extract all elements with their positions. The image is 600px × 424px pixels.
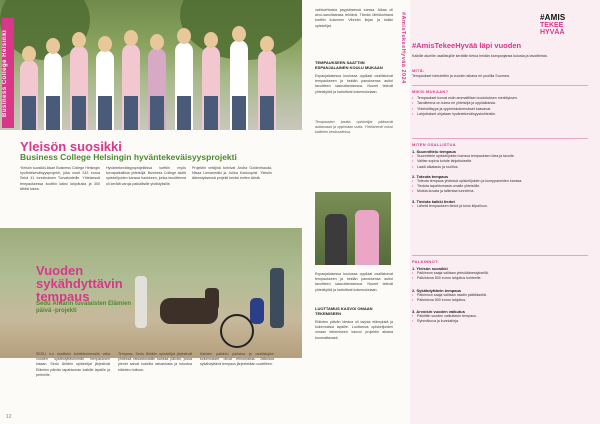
article1-col2: Hyväntekeväisyysprojektissa tuettiin myös turvapaikallisia yhteisöjä. Business College aloitti opiskelijoiden kanssa hankkeen, jonka tavoitteena oli kerätä varoja paikallisille yhdistyksille. (106, 166, 186, 186)
mita-text: Tempaukset toteutettiin ja vuoden aikana eri puolilla Suomea. (412, 74, 510, 78)
logo-line1: #AMIS (540, 13, 566, 22)
amis-logo (540, 13, 586, 39)
article2-col3: Kahden palkinto paristoa ja osallistujien kokemukset olivat erinomaisia. Jatkossa sykähdyttävä tempaus järjestetään uudelleen. (200, 352, 274, 367)
middle-quote: Tempausten kautta opiskelijat pääsevät auttamaan ja oppimaan uutta. Yhteishenki nousi kaikkien keskuudessa. (315, 120, 393, 135)
list-item: • Palkittiin vuoden vaikuttavin tempaus. (412, 314, 588, 319)
list-item: • Tempaukset tuovat esiin ammatillisen koulutuksen merkityksen. (412, 96, 588, 101)
list-item: • Tavoitteena on tukea eri yhteisöjä ja oppilaitoksia. (412, 101, 588, 106)
list-item: • Laadi aikataulu ja roolitus. (412, 165, 588, 170)
article2-title: Vuoden sykähdyttävin tempaus (36, 263, 123, 304)
list-item: • Toteuta tempaus yhdessä opiskelijoiden ja kumppaneiden kanssa. (412, 179, 588, 184)
miksi-list (412, 96, 588, 117)
list-item: • Lähetä tempauksen tiedot ja tulos kilpailuun. (412, 204, 588, 209)
info-title: #AmisTekeeHyvää läpi vuoden (412, 41, 522, 50)
list-item: • Palkintona 500 euron lahjoitus. (412, 298, 588, 303)
prize-title: 2. Sykähdyttävin tempaus (412, 287, 462, 293)
step-title: 3. Tiedota kaikki tiedot (412, 198, 455, 204)
article1-subtitle: Business College Helsingin hyväntekeväisyysprojekti (20, 152, 237, 162)
miksi-heading: MIKSI MUKAAN? (412, 89, 449, 94)
list-item: • Muista kuvata ja tallentaa tunnelma. (412, 189, 588, 194)
step-title: 1. Suunnittelu tempaus (412, 149, 457, 154)
article1-title: Yleisön suosikki (20, 139, 122, 154)
steps-list (412, 149, 588, 209)
middle-col-lower: Espanjalaisessa koulussa oppilaat osallistuivat tempaukseen ja heidän panoksensa auttoi tavoitteen saavuttamisessa. Nuoret tekivät yhteistyötä ja kartuttivat kokemuksiaan. (315, 272, 393, 292)
article1-col1: Yleisön suosikki-kisan Business College Helsingin hyväntekeväisyysprojekti, joka nosti 243 euroa Sekä 41 tonniiruksen Turvakodeille. Yhteisessä tempauksessa koottiin kaksi lahjoitusta ja 300 tähtiä tukea. (20, 166, 100, 191)
list-item: • Ryhmäkuva ja kunniakirja. (412, 319, 588, 324)
info-panel (410, 0, 600, 424)
middle-col-bottom: Eläinten päivän ideana oli tarjota elämyksiä ja kokemuksia lapsille. Luottamus opiskelijoiden omaan tekemiseen kasvoi projektin aikana huomattavasti. (315, 320, 393, 340)
list-item: • Tiedota tapahtumasta omalle yhteisölle. (412, 184, 588, 189)
middle-col-mid: Espanjalaisessa koulussa oppilaat osallistuivat tempaukseen ja heidän panoksensa auttoi tavoitteen saavuttamisessa. Nuoret tekivät yhteistyötä ja kartuttivat kokemuksiaan. (315, 74, 393, 94)
info-intro: Kaikille alueille osallistujille kerättiin tietoa heidän kampanjansa kulusta ja tavoitteista. (412, 54, 548, 58)
list-item: • Yhteisöllisyys ja oppimiskokemukset kasvavat. (412, 107, 588, 112)
step-title: 2. Toteuta tempaus (412, 173, 449, 179)
list-item: • Palkinnon saaja valitaan yleisöäänestyksellä. (412, 271, 588, 276)
miten-heading: MITEN OSALLISTUA (412, 142, 456, 147)
article2-col2: Tempaus, Sedu Ähtärin opiskelijat järjestivät yhdessä ratsastustallin kanssa päivän, jossa pienet saivat kokeilla ratsastusta ja tutustua eläinten hoitoon. (118, 352, 192, 372)
prizes-list (412, 266, 588, 325)
divider (412, 85, 588, 86)
page-number-left: 12 (6, 414, 12, 420)
list-item: • Palkintona 500 euron lahjoitus kohteelle. (412, 276, 588, 281)
mita-heading: MITÄ: (412, 68, 425, 73)
article2-col1: SEDU n:o osallistui kohtelevimmalla valla vuoden sykähdyttävimmän tempauksen kisaan. Sedu Ähtärin opiskelijat järjestivät Elämien päivän tapahtuman kaikille lapsille ja perheille. (36, 352, 110, 377)
prize-title: 3. Arvoisin vuoden vaikutus (412, 309, 465, 315)
middle-heading2: LUOTTAMUS KASVOI OMAAN TEKEMISEEN (315, 306, 373, 316)
middle-col-top: vaihtoehtoisia psyykkisessä tuessa. Aikaa oli arvo-sanollaaniaa tehtävä. Tämän lähtökohtana tuettiin kuluneen Vihreän linjan ja kaikki opiskelijat. (315, 8, 393, 28)
list-item: • Valitse sopiva kohde lahjoitukselle. (412, 159, 588, 164)
student-photo (315, 192, 391, 265)
divider (412, 138, 588, 139)
palkinnot-heading: PALKINNOT: (412, 259, 439, 264)
prize-title: 1. Yleisön suosikki (412, 266, 448, 271)
list-item: • Lahjoitukset ohjataan hyväntekeväisyyskohteisiin. (412, 112, 588, 117)
middle-heading1: TEMPAUKSEEN SAATTIIN ESPANJALAINEN KOULU MUKAAN (315, 60, 383, 70)
section-tag: Business College Helsinki (2, 18, 14, 128)
article1-col3: Projektin vetäjinä toimivat Andra Goldenhauda, Nisaa Lienanmäki ja Jukka Kokkoqvist. Yleisön äänestyksessä projekti keräsi eniten ääniä. (192, 166, 272, 181)
article2-subtitle: Sedu Ähtärin tuvalaisten Elämien päivä -projekti (36, 301, 132, 314)
logo-line2: TEKEE HYVÄÄ (540, 22, 565, 36)
divider (412, 255, 588, 256)
list-item: • Suunnittele opiskelijoiden kanssa tempauksen idea ja tavoite. (412, 154, 588, 159)
graduates-photo (0, 0, 302, 130)
side-label: #AmisTekeeHyvää 2024 (400, 11, 406, 84)
list-item: • Palkinnon saaja valitaan raadin päätöksellä. (412, 293, 588, 298)
